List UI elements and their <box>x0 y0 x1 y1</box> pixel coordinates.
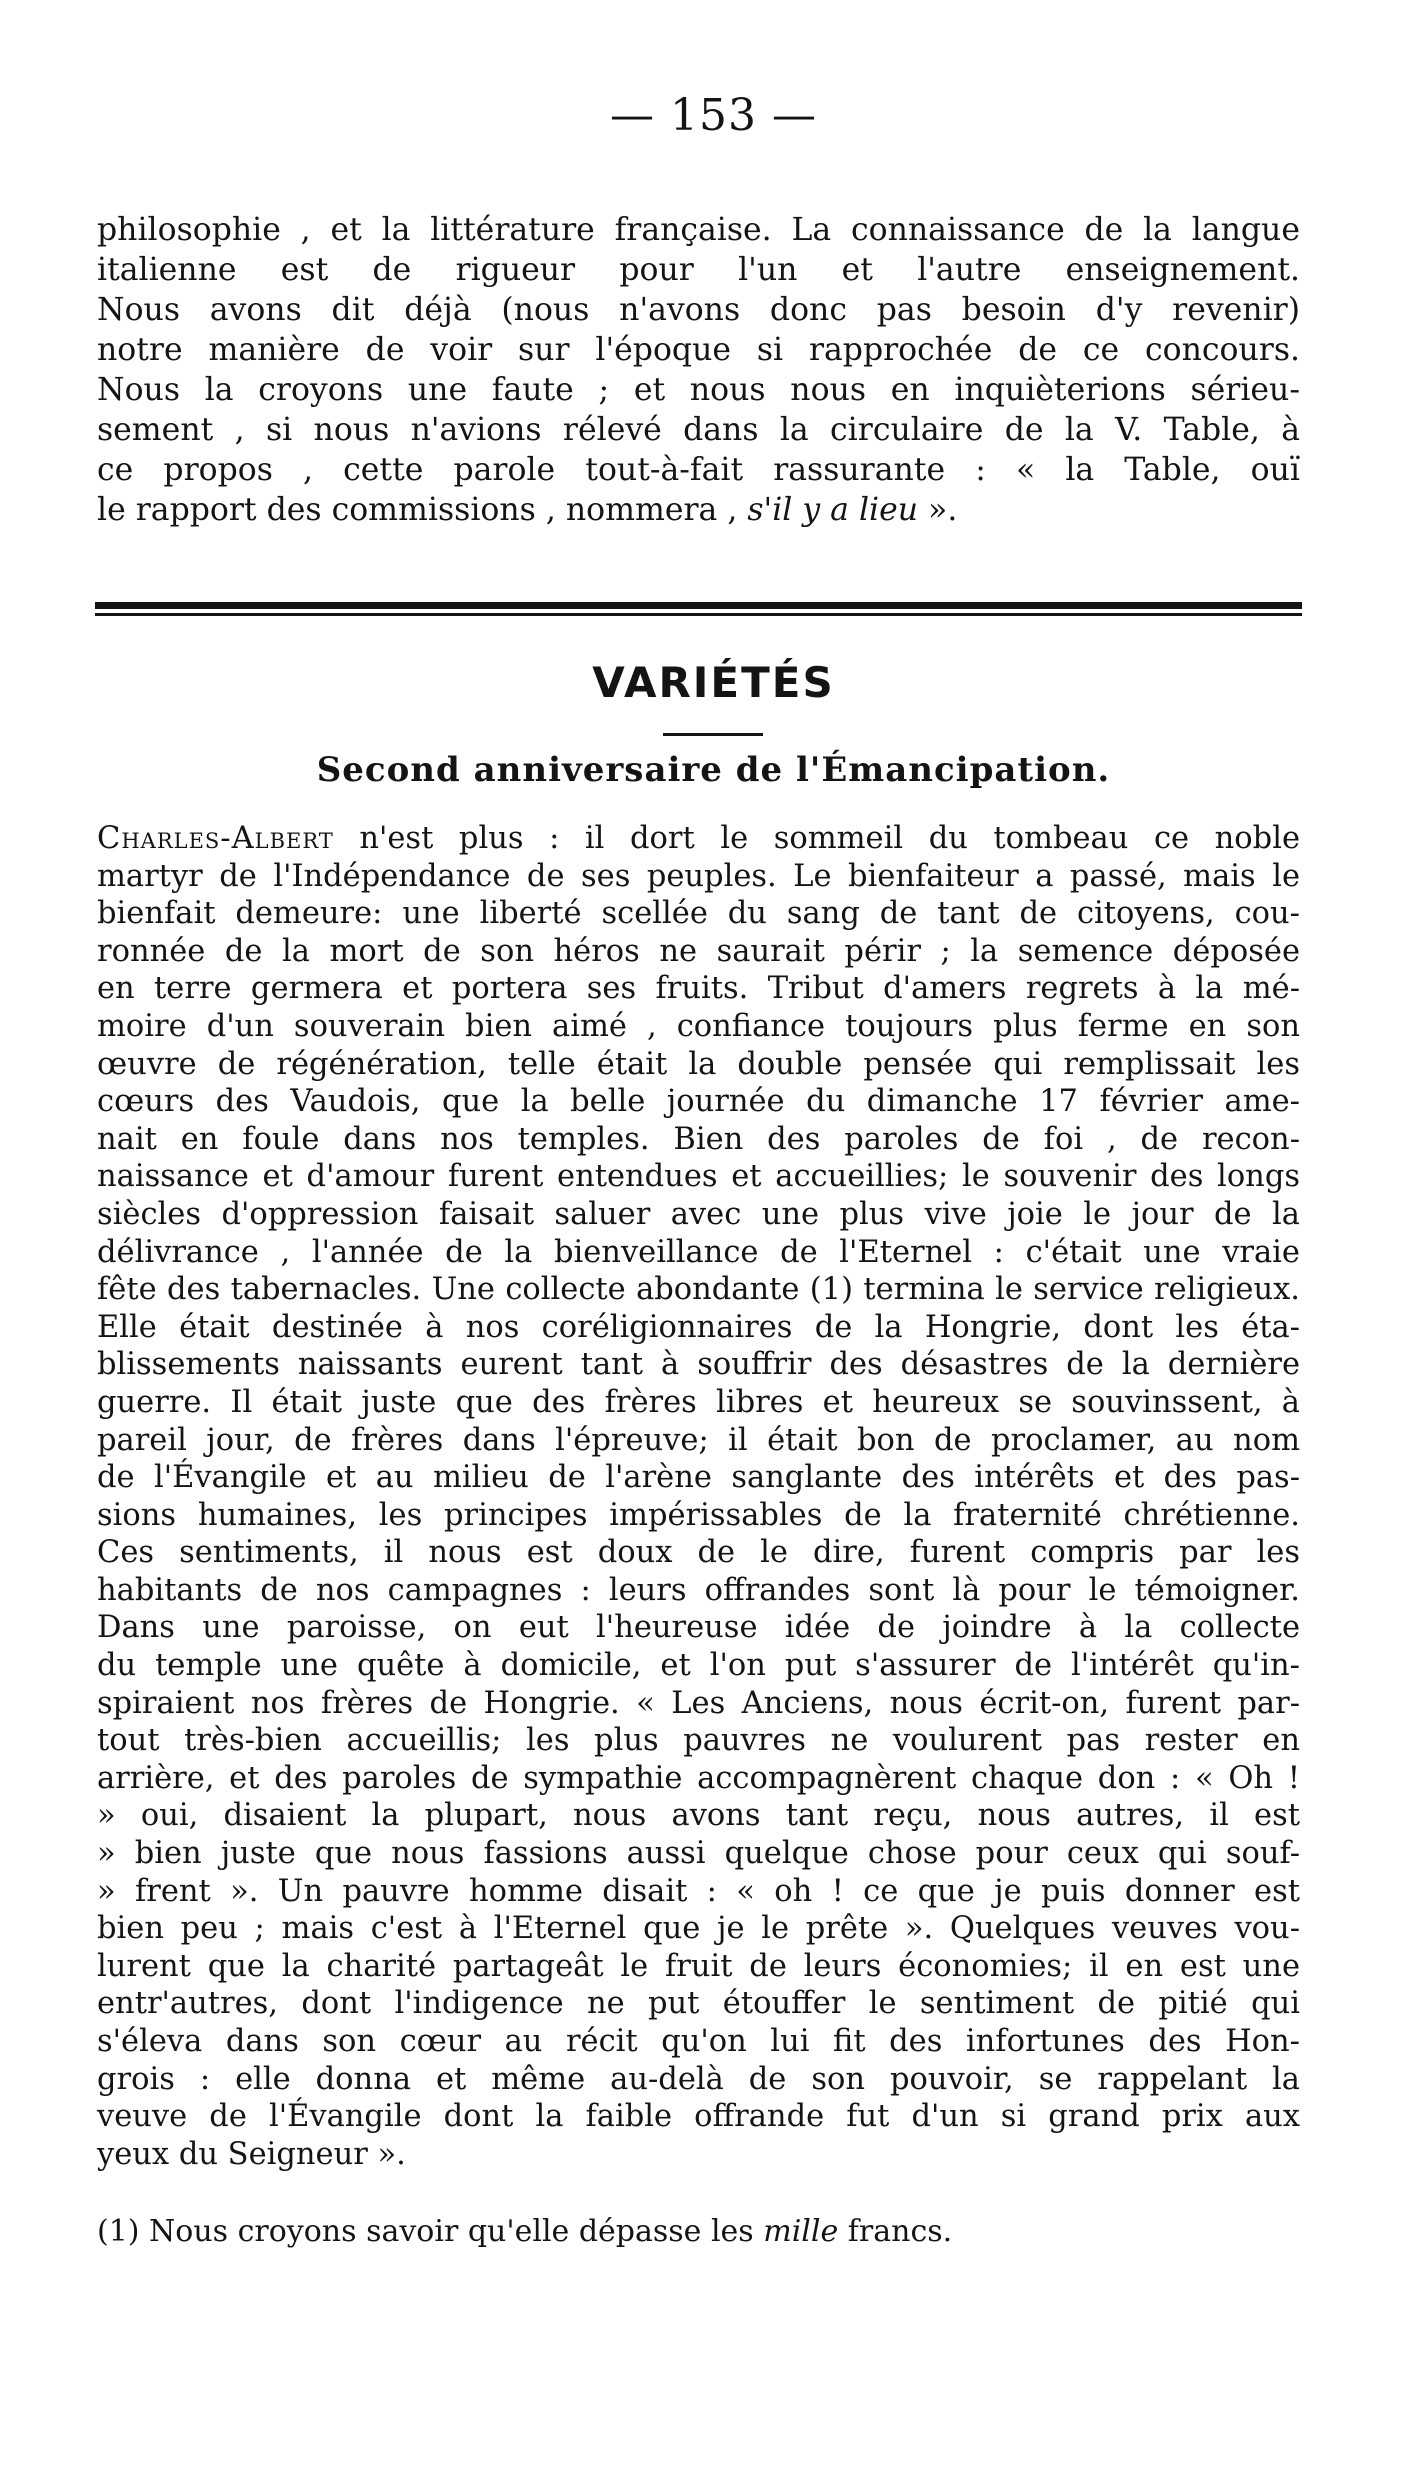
text-line: ce propos , cette parole tout-à-fait rassurante : « la Table, ouï <box>97 452 1300 488</box>
text-line: fête des tabernacles. Une collecte abondante (1) termina le service religieux. <box>97 1272 1300 1308</box>
text-line: Dans une paroisse, on eut l'heureuse idée de joindre à la collecte <box>97 1610 1300 1646</box>
section-title: VARIÉTÉS <box>592 658 835 707</box>
text-line: en terre germera et portera ses fruits. Tribut d'amers regrets à la mé- <box>97 971 1300 1007</box>
text-line: arrière, et des paroles de sympathie accompagnèrent chaque don : « Oh ! <box>97 1760 1300 1796</box>
text-line: yeux du Seigneur ». <box>97 2136 406 2172</box>
text-line: spiraient nos frères de Hongrie. « Les Anciens, nous écrit-on, furent par- <box>97 1685 1300 1721</box>
text-line: naissance et d'amour furent entendues et accueillies; le souvenir des longs <box>97 1159 1300 1195</box>
text-line: italienne est de rigueur pour l'un et l'autre enseignement. <box>97 252 1300 288</box>
text-line: lurent que la charité partageât le fruit de leurs économies; il en est une <box>97 1948 1300 1984</box>
text-line: tout très-bien accueillis; les plus pauvres ne voulurent pas rester en <box>97 1723 1300 1759</box>
intro-paragraph <box>97 210 1300 530</box>
text-line: notre manière de voir sur l'époque si rapprochée de ce concours. <box>97 332 1300 368</box>
person-name: Charles-Albert <box>97 821 334 856</box>
text-line: s'éleva dans son cœur au récit qu'on lui fit des infortunes des Hon- <box>97 2024 1300 2059</box>
article-title: Second anniversaire de l'Émancipation. <box>316 750 1111 790</box>
text-line: habitants de nos campagnes : leurs offrandes sont là pour le témoigner. <box>97 1572 1300 1608</box>
text-line: blissements naissants eurent tant à souffrir des désastres de la dernière <box>97 1347 1300 1383</box>
text-line: nait en foule dans nos temples. Bien des paroles de foi , de recon- <box>97 1121 1300 1157</box>
text-line <box>97 820 1300 858</box>
text-line: œuvre de régénération, telle était la double pensée qui remplissait les <box>97 1046 1300 1082</box>
text-line: cœurs des Vaudois, que la belle journée du dimanche 17 février ame- <box>97 1084 1300 1120</box>
text-line: Ces sentiments, il nous est doux de le dire, furent compris par les <box>97 1535 1300 1571</box>
text-line: entr'autres, dont l'indigence ne put étouffer le sentiment de pitié qui <box>97 1986 1300 2022</box>
text-line: grois : elle donna et même au-delà de son pouvoir, se rappelant la <box>97 2061 1300 2097</box>
text-line: bienfait demeure: une liberté scellée du sang de tant de citoyens, cou- <box>97 896 1300 932</box>
text-line: pareil jour, de frères dans l'épreuve; il était bon de proclamer, au nom <box>97 1422 1300 1458</box>
text-line: guerre. Il était juste que des frères libres et heureux se souvinssent, à <box>97 1384 1300 1420</box>
footnote-emphasis: mille <box>763 2214 839 2249</box>
text-line: siècles d'oppression faisait saluer avec une plus vive joie le jour de la <box>97 1196 1300 1232</box>
text-line: martyr de l'Indépendance de ses peuples. Le bienfaiteur a passé, mais le <box>97 858 1300 894</box>
intro-last-end: ». <box>918 492 958 528</box>
text-line: Nous avons dit déjà (nous n'avons donc pas besoin d'y revenir) <box>97 292 1300 328</box>
text-line: sions humaines, les principes impérissables de la fraternité chrétienne. <box>97 1497 1300 1533</box>
page-number: — 153 — <box>610 90 817 141</box>
divider-thick-rule <box>95 602 1302 609</box>
text-line: » bien juste que nous fassions aussi quelque chose pour ceux qui souf- <box>97 1836 1300 1872</box>
text-line: moire d'un souverain bien aimé , confiance toujours plus ferme en son <box>97 1008 1300 1044</box>
text-line: Elle était destinée à nos coréligionnaires de la Hongrie, dont les éta- <box>97 1309 1300 1345</box>
section-divider <box>95 602 1302 618</box>
text-line: délivrance , l'année de la bienveillance de l'Eternel : c'était une vraie <box>97 1234 1300 1270</box>
text-line: » oui, disaient la plupart, nous avons tant reçu, nous autres, il est <box>97 1798 1300 1834</box>
divider-thin-rule <box>95 613 1302 616</box>
intro-last-text: le rapport des commissions , nommera , <box>97 492 748 528</box>
text-line: bien peu ; mais c'est à l'Eternel que je le prête ». Quelques veuves vou- <box>97 1911 1300 1947</box>
title-short-rule <box>663 733 763 736</box>
text-line: Nous la croyons une faute ; et nous nous en inquièterions sérieu- <box>97 372 1300 408</box>
first-line-rest: n'est plus : il dort le sommeil du tombeau ce noble <box>333 821 1300 856</box>
footnote-text: (1) Nous croyons savoir qu'elle dépasse les <box>97 2214 764 2249</box>
text-line: » frent ». Un pauvre homme disait : « oh ! ce que je puis donner est <box>97 1873 1300 1909</box>
text-line: du temple une quête à domicile, et l'on put s'assurer de l'intérêt qu'in- <box>97 1648 1300 1684</box>
footnote <box>97 2212 952 2252</box>
text-line: ronnée de la mort de son héros ne saurait périr ; la semence déposée <box>97 933 1300 969</box>
intro-emphasis: s'il y a lieu <box>747 492 919 528</box>
text-line: de l'Évangile et au milieu de l'arène sanglante des intérêts et des pas- <box>97 1460 1300 1496</box>
text-line: veuve de l'Évangile dont la faible offrande fut d'un si grand prix aux <box>97 2099 1300 2135</box>
text-line <box>97 490 1300 530</box>
article-body <box>97 820 1300 2173</box>
text-line: philosophie , et la littérature française. La connaissance de la langue <box>97 212 1300 248</box>
footnote-end: francs. <box>838 2214 953 2249</box>
text-line: sement , si nous n'avions rélevé dans la circulaire de la V. Table, à <box>97 412 1300 448</box>
